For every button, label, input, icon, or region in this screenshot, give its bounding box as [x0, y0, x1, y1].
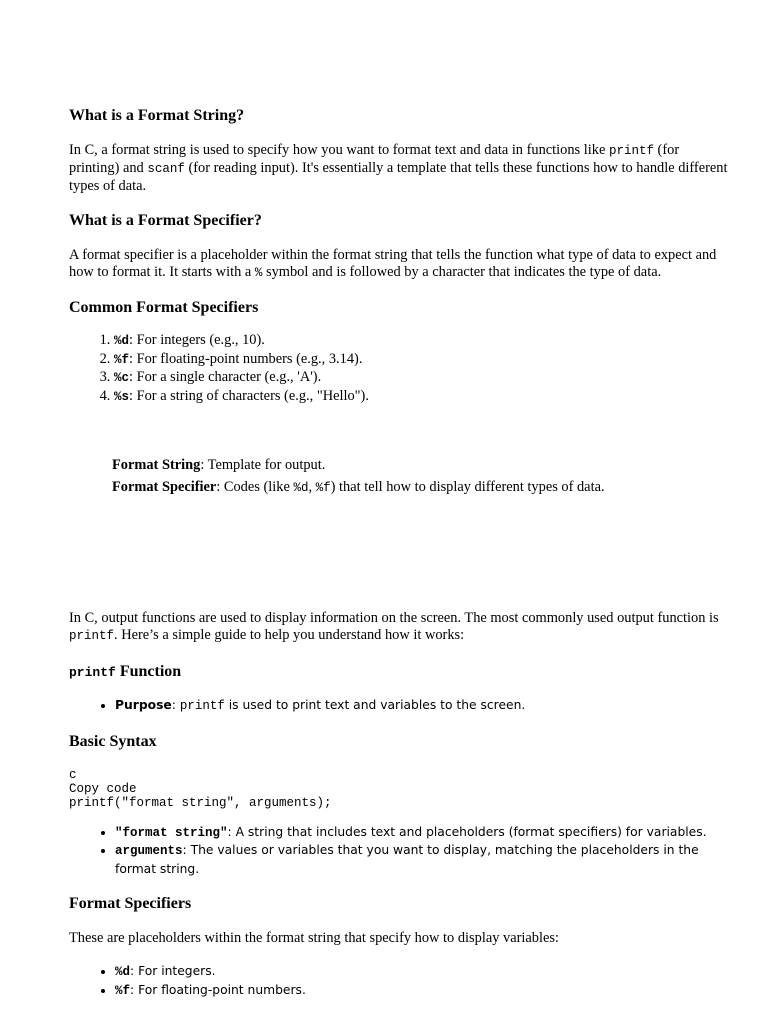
- code-block-syntax: [69, 768, 729, 810]
- heading-basic-syntax: Basic Syntax: [69, 732, 157, 750]
- list-item: 4. %s: For a string of characters (e.g., "Hello").: [114, 388, 729, 407]
- document-body: [69, 106, 729, 1000]
- common-specifiers-list: [69, 332, 729, 406]
- code-line: printf("format string", arguments);: [69, 795, 332, 810]
- paragraph-format-specifiers: These are placeholders within the format string that specify how to display variables:: [69, 930, 559, 946]
- heading-format-string: What is a Format String?: [69, 107, 245, 124]
- paragraph-format-specifier: A format specifier is a placeholder within the format string that tells the function what type of data to expect and how to format it. It starts with a % symbol and is followed by a character that indicates the type of data.: [69, 247, 717, 280]
- summary-format-string: Format String: Template for output.: [112, 457, 326, 473]
- heading-printf-function: printf Function: [69, 663, 182, 680]
- code-line: c: [69, 767, 77, 782]
- list-item: • "format string": A string that includes text and placeholders (format specifiers) for variables.: [115, 824, 729, 843]
- paragraph-output-intro: In C, output functions are used to display information on the screen. The most commonly used output function is printf. Here’s a simple guide to help you understand how it works:: [69, 610, 719, 643]
- list-item: • %f: For floating-point numbers.: [115, 982, 729, 1001]
- heading-format-specifiers: Format Specifiers: [69, 895, 192, 912]
- list-item: • Purpose: printf is used to print text and variables to the screen.: [115, 697, 729, 716]
- list-item: 2. %f: For floating-point numbers (e.g., 3.14).: [114, 351, 729, 370]
- list-item: • arguments: The values or variables that you want to display, matching the placeholders in the format string.: [115, 842, 729, 878]
- summary-format-specifier: Format Specifier: Codes (like %d, %f) that tell how to display different types of data.: [112, 479, 605, 495]
- list-item: 1. %d: For integers (e.g., 10).: [114, 332, 729, 351]
- summary-block: [69, 457, 729, 497]
- list-item: 3. %c: For a single character (e.g., 'A').: [114, 369, 729, 388]
- printf-purpose-list: [69, 697, 729, 716]
- paragraph-format-string: In C, a format string is used to specify how you want to format text and data in functions like printf (for printing) and scanf (for reading input). It's essentially a template that tells these functions how to handle different types of data.: [69, 142, 728, 194]
- heading-format-specifier: What is a Format Specifier?: [69, 212, 262, 229]
- list-item: • %d: For integers.: [115, 963, 729, 982]
- heading-common-specifiers: Common Format Specifiers: [69, 299, 259, 316]
- syntax-parts-list: [69, 824, 729, 879]
- format-specifiers-list: [69, 963, 729, 1000]
- code-line: Copy code: [69, 781, 137, 796]
